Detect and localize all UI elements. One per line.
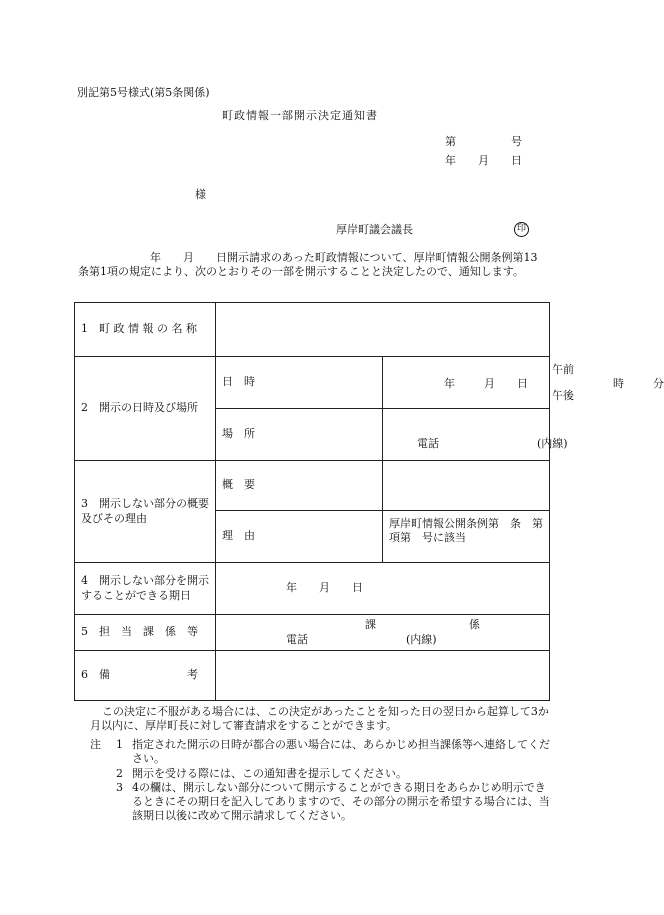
note-number: 3 <box>116 780 123 794</box>
note-item <box>90 738 550 767</box>
label-reason: 理 由 <box>216 511 383 563</box>
form-id: 別記第5号様式(第5条関係) <box>77 86 210 99</box>
issuer-name: 厚岸町議会議長 <box>336 223 413 236</box>
dt-year: 年 <box>444 376 455 390</box>
dept-section: 課 <box>365 617 376 631</box>
intro-date: 年 月 日 <box>150 251 227 264</box>
row-datetime <box>75 357 550 409</box>
notes-section <box>90 738 550 824</box>
dt-day: 日 <box>517 376 528 390</box>
row-info-name <box>75 303 550 357</box>
label-disclosable-date: 4 開示しない部分を開示することができる期日 <box>75 563 216 615</box>
intro-paragraph <box>78 251 548 280</box>
row-disclosable-date <box>75 563 550 615</box>
notes-prefix: 注 <box>90 738 101 751</box>
intro-text: 開示請求のあった町政情報について、厚岸町情報公開条例第13条第1項の規定により、次のとおりその一部を開示することと決定したので、通知します。 <box>78 251 538 279</box>
label-info-name: 1 町 政 情 報 の 名 称 <box>75 303 216 357</box>
row-summary <box>75 461 550 511</box>
note-text: 指定された開示の日時が都合の悪い場合には、あらかじめ担当課係等へ連絡してください。 <box>132 738 550 766</box>
value-department[interactable] <box>216 615 550 651</box>
value-datetime[interactable] <box>383 357 664 409</box>
place-phone: 電話 <box>417 436 439 450</box>
dt-minute: 分 <box>653 376 664 390</box>
label-disclosure-datetime-place: 2 開示の日時及び場所 <box>75 357 216 461</box>
note-item <box>90 767 550 781</box>
row-department <box>75 615 550 651</box>
label-remarks: 6 備 考 <box>75 651 216 701</box>
value-disclosable-date <box>216 563 550 615</box>
appeal-notice: この決定に不服がある場合には、この決定があったことを知った日の翌日から起算して3か月以内に、厚岸町長に対して審査請求をすることができます。 <box>90 705 549 733</box>
document-date: 年 月 日 <box>445 154 522 167</box>
dept-subsection: 係 <box>469 617 480 631</box>
document-title: 町政情報一部開示決定通知書 <box>222 109 378 122</box>
note-number: 1 <box>116 738 123 751</box>
value-place[interactable] <box>383 409 568 461</box>
label-department: 5 担 当 課 係 等 <box>75 615 216 651</box>
place-extension: (内線) <box>537 436 568 450</box>
dt-am: 午前 <box>552 362 574 376</box>
value-summary[interactable] <box>383 461 550 511</box>
label-place: 場 所 <box>216 409 383 461</box>
label-summary: 概 要 <box>216 461 383 511</box>
note-text: 4の欄は、開示しない部分について開示することができる期日をあらかじめ明示できるときにその期日を記入してありますので、その部分の開示を希望する場合には、当該期日以後に改めて開示請求してください。 <box>132 780 550 823</box>
dt-month: 月 <box>484 376 495 390</box>
note-text: 開示を受ける際には、この通知書を提示してください。 <box>132 766 407 780</box>
disclosable-date: 年 月 日 <box>286 581 363 595</box>
dt-hour: 時 <box>613 376 624 390</box>
label-datetime: 日 時 <box>216 357 383 409</box>
dt-pm: 午後 <box>552 388 574 402</box>
disclosure-table <box>74 302 664 701</box>
dept-phone: 電話 <box>286 632 308 646</box>
note-number: 2 <box>116 766 123 780</box>
seal-stamp-icon: 印 <box>514 222 529 237</box>
dept-extension: (内線) <box>406 632 437 646</box>
value-reason: 厚岸町情報公開条例第 条 第 項第 号に該当 <box>383 511 550 563</box>
addressee-suffix: 様 <box>195 188 206 201</box>
label-nondisclosure: 3 開示しない部分の概要及びその理由 <box>75 461 216 563</box>
value-remarks[interactable] <box>216 651 550 701</box>
value-info-name[interactable] <box>216 303 550 357</box>
note-item <box>90 781 550 824</box>
document-number: 第 号 <box>445 135 522 148</box>
row-remarks <box>75 651 550 701</box>
